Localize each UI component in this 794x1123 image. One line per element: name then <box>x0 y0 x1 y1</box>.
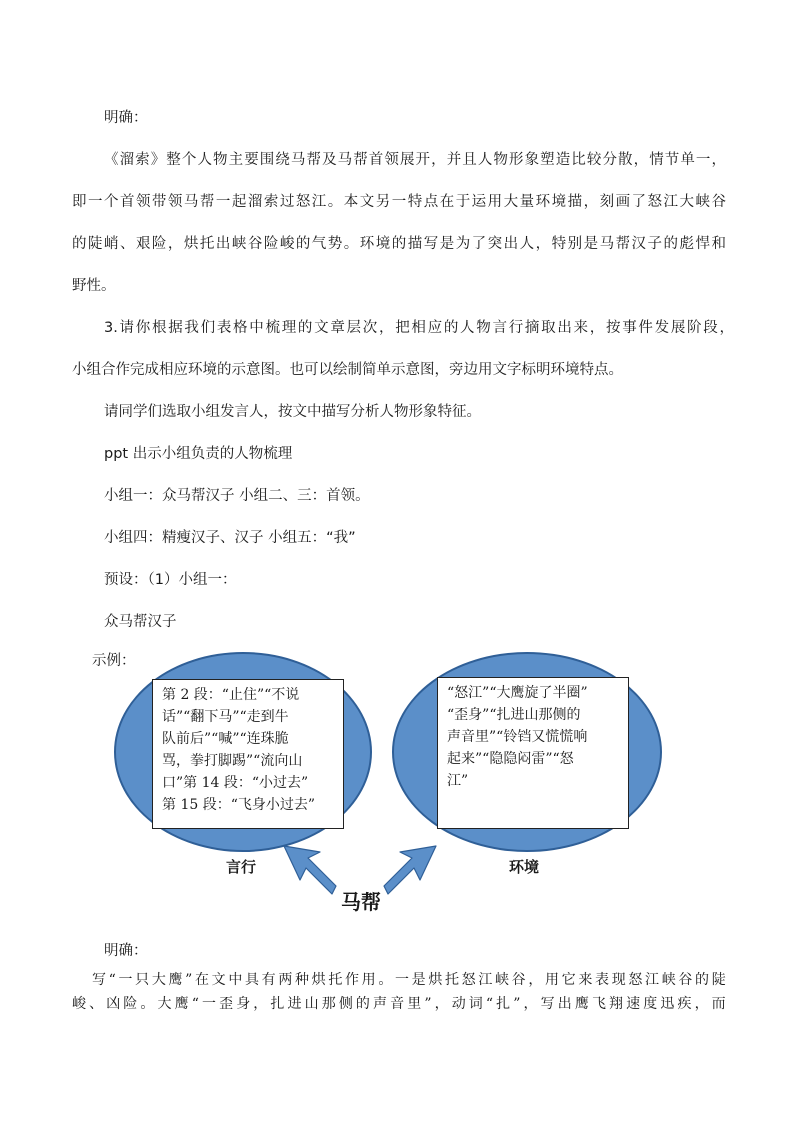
arrow-left-icon <box>284 846 336 894</box>
left-box-line: 话”“翻下马”“走到牛 <box>162 709 289 725</box>
summary-line-2: 即一个首领带领马帮一起溜索过怒江。本文另一特点在于运用大量环境描，刻画了怒江大峡谷 <box>72 194 726 210</box>
right-text-box <box>437 677 629 829</box>
paragraph-group-1: 小组一：众马帮汉子 小组二、三：首领。 <box>104 488 370 504</box>
left-box-line: 口”第 14 段：“小过去” <box>162 775 309 791</box>
right-box-line: “歪身”“扎进山那侧的 <box>447 707 581 723</box>
heading-mingque-1: 明确： <box>104 110 148 126</box>
example-label: 示例： <box>92 653 136 669</box>
task-line-1: 3.请你根据我们表格中梳理的文章层次，把相应的人物言行摘取出来，按事件发展阶段， <box>104 320 734 336</box>
eagle-line-1: 写“一只大鹰”在文中具有两种烘托作用。一是烘托怒江峡谷，用它来表现怒江峡谷的陡 <box>92 972 726 988</box>
paragraph-ppt: ppt 出示小组负责的人物梳理 <box>104 446 293 462</box>
paragraph-horse-team: 众马帮汉子 <box>104 614 177 630</box>
summary-line-1: 《溜索》整个人物主要围绕马帮及马帮首领展开，并且人物形象塑造比较分散，情节单一， <box>104 152 726 168</box>
paragraph-speaker: 请同学们选取小组发言人，按文中描写分析人物形象特征。 <box>104 404 481 420</box>
arrow-right-icon <box>384 846 436 894</box>
right-box-line: 江” <box>447 773 469 789</box>
label-left: 言行 <box>226 858 257 876</box>
summary-line-3: 的陡峭、艰险，烘托出峡谷险峻的气势。环境的描写是为了突出人，特别是马帮汉子的彪悍和 <box>72 236 726 252</box>
eagle-line-2: 峻、凶险。大鹰“一歪身，扎进山那侧的声音里”，动词“扎”，写出鹰飞翔速度迅疾，而 <box>72 996 726 1012</box>
summary-line-4: 野性。 <box>72 278 116 294</box>
left-text-box <box>152 679 344 829</box>
right-box-line: 起来”“隐隐闷雷”“怒 <box>447 751 574 767</box>
right-box-line: 声音里”“铃铛又慌慌响 <box>447 729 588 745</box>
right-box-line: “怒江”“大鹰旋了半圈” <box>447 685 588 701</box>
left-box-line: 第 15 段：“飞身小过去” <box>162 797 316 813</box>
label-right: 环境 <box>509 858 540 876</box>
left-box-line: 第 2 段：“止住”“不说 <box>162 687 300 703</box>
task-line-2: 小组合作完成相应环境的示意图。也可以绘制简单示意图，旁边用文字标明环境特点。 <box>72 362 623 378</box>
heading-mingque-2: 明确： <box>104 943 148 959</box>
left-box-line: 队前后”“喊”“连珠脆 <box>162 731 289 747</box>
paragraph-group-4: 小组四：精瘦汉子、汉子 小组五：“我” <box>104 530 356 546</box>
label-center: 马帮 <box>341 890 381 914</box>
left-box-line: 骂，拳打脚踢”“流向山 <box>162 753 303 769</box>
paragraph-preset: 预设：（1）小组一： <box>104 572 237 588</box>
